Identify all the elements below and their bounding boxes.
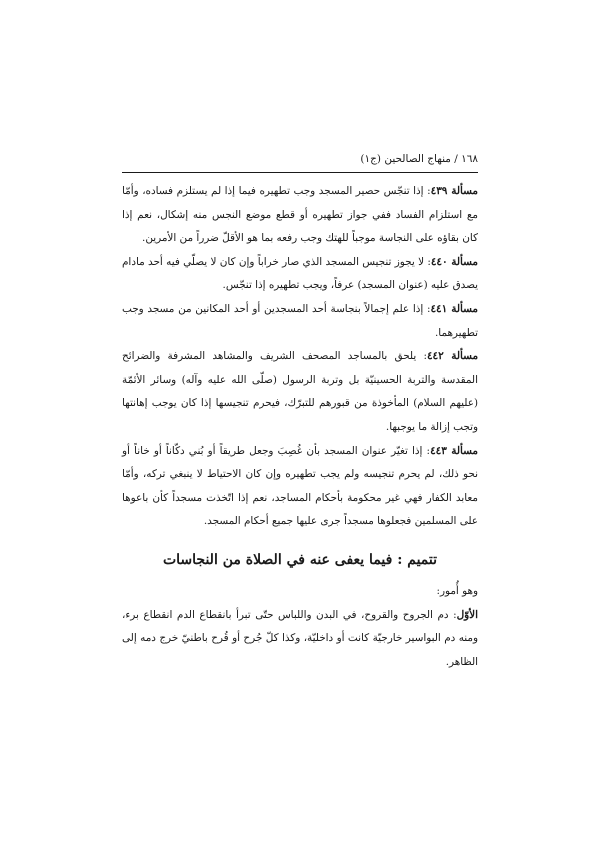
issue-text: : يلحق بالمساجد المصحف الشريف والمشاهد المشرفة والضرائح المقدسة والتربة الحسينيّة بل وتربة الرسول (صلّى الله عليه وآله) وسائر الأئمّة (عليهم السلام) المأخوذة من قبورهم للتبرّك، فيحرم تنجيسها إذا كان يوجب إهانتها وتجب إزالة ما يوجبها. bbox=[122, 350, 478, 433]
issue-label: مسألة ٤٤١ bbox=[430, 302, 478, 315]
issue-439 bbox=[122, 180, 478, 251]
section-title: تتميم : فيما يعفى عنه في الصلاة من النجاسات bbox=[162, 551, 438, 568]
header-rule bbox=[122, 172, 478, 173]
issue-text: : إذا علم إجمالاً بنجاسة أحد المسجدين أو أحد المكانين من مسجد وجب تطهيرهما. bbox=[122, 302, 478, 339]
issue-text: : إذا تغيّر عنوان المسجد بأن غُصِبَ وجعل طريقاً أو بُني دكّاناً أو خاناً أو نحو ذلك، لم يحرم تنجيسه ولم يجب تطهيره وإن كان الاحتياط لا ينبغي تركه، وأمّا معابد الكفار فهي غير محكومة بأحكام المساجد، نعم إذا اتّخذت مسجداً كأن باعوها على المسلمين فجعلوها مسجداً جرى عليها جميع أحكام المسجد. bbox=[122, 444, 478, 528]
first-item-text: : دم الجروح والقروح، في البدن واللباس حتّى تبرأ بانقطاع الدم انقطاع برء، ومنه دم البواسير خارجيّة كانت أو داخليّة، وكذا كلّ جُرح أو قُرح باطنيّ خرج دمه إلى الظاهر. bbox=[122, 608, 478, 668]
page-body bbox=[122, 180, 478, 674]
issue-label: مسألة ٤٣٩ bbox=[430, 185, 478, 197]
issue-441 bbox=[122, 298, 478, 345]
section-first-item bbox=[122, 604, 478, 675]
issue-443 bbox=[122, 440, 478, 534]
issue-label: مسألة ٤٤٢ bbox=[426, 350, 479, 363]
issue-440 bbox=[122, 251, 478, 298]
first-item-label: الأوّل bbox=[456, 608, 478, 621]
issue-text: : إذا تنجّس حصير المسجد وجب تطهيره فيما إذا لم يستلزم فساده، وأمّا مع استلزام الفساد ففي جواز تطهيره أو قطع موضع النجس منه إشكال، نعم إذا كان بقاؤه على النجاسة موجباً للهتك وجب رفعه بما هو الأقلّ ضرراً من الأمرين. bbox=[122, 185, 478, 245]
section-intro: وهو أُمور: bbox=[436, 584, 478, 597]
issue-442 bbox=[122, 345, 478, 439]
issue-label: مسألة ٤٤٣ bbox=[430, 444, 478, 457]
issue-text: : لا يجوز تنجيس المسجد الذي صار خراباً وإن كان لا يصلّي فيه أحد مادام يصدق عليه (عنوان المسجد) عرفاً، ويجب تطهيره إذا تنجّس. bbox=[122, 255, 478, 292]
page-header: ١٦٨ / منهاج الصالحين (ج١) bbox=[360, 153, 478, 165]
issue-label: مسألة ٤٤٠ bbox=[430, 255, 478, 268]
